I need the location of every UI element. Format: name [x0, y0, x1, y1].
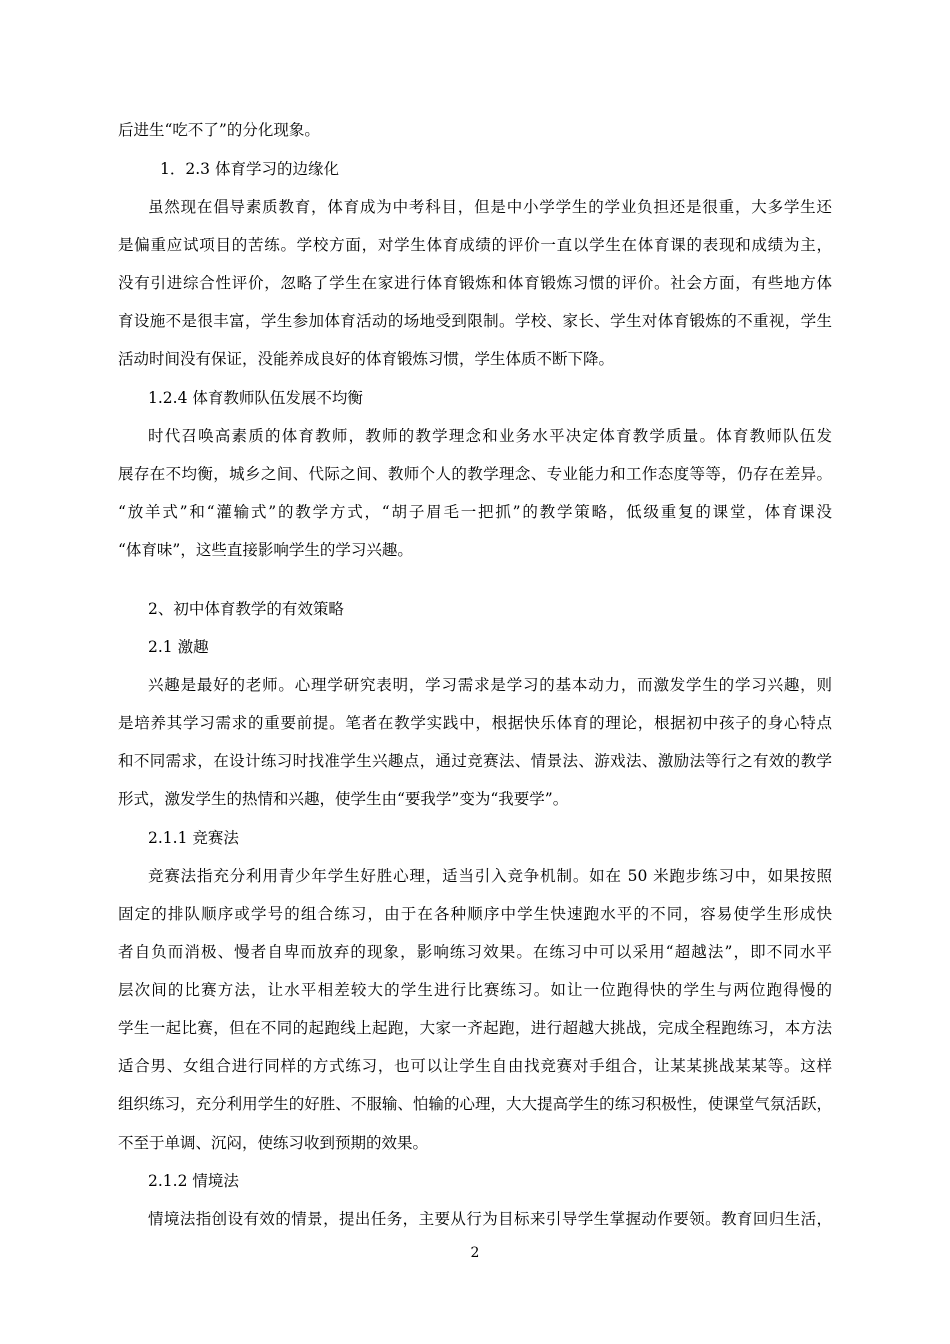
paragraph-line: 者自负而消极、慢者自卑而放弃的现象，影响练习效果。在练习中可以采用“超越法”，即不同水平 [118, 943, 832, 961]
paragraph-line: “体育味”，这些直接影响学生的学习兴趣。 [118, 541, 413, 559]
section-heading: 1．2.3 体育学习的边缘化 [160, 160, 339, 178]
paragraph-line: 适合男、女组合进行同样的方式练习，也可以让学生自由找竞赛对手组合，让某某挑战某某等。这样 [118, 1057, 832, 1075]
paragraph-line: 情境法指创设有效的情景，提出任务，主要从行为目标来引导学生掌握动作要领。教育回归生活， [148, 1210, 832, 1228]
paragraph-line: 不至于单调、沉闷，使练习收到预期的效果。 [118, 1134, 429, 1152]
paragraph-line: 形式，激发学生的热情和兴趣，使学生由“要我学”变为“我要学”。 [118, 790, 569, 808]
section-heading: 2.1 激趣 [148, 638, 209, 656]
paragraph-line: 展存在不均衡，城乡之间、代际之间、教师个人的教学理念、专业能力和工作态度等等，仍存在差异。 [118, 465, 832, 483]
paragraph-line: 育设施不是很丰富，学生参加体育活动的场地受到限制。学校、家长、学生对体育锻炼的不重视，学生 [118, 312, 832, 330]
paragraph-line: 组织练习，充分利用学生的好胜、不服输、怕输的心理，大大提高学生的练习积极性，使课堂气氛活跃， [118, 1095, 832, 1113]
section-heading: 2.1.1 竞赛法 [148, 829, 239, 847]
paragraph-line: 虽然现在倡导素质教育，体育成为中考科目，但是中小学学生的学业负担还是很重，大多学生还 [148, 198, 832, 216]
section-heading: 2.1.2 情境法 [148, 1172, 239, 1190]
page-number: 2 [470, 1245, 480, 1261]
paragraph-line: 层次间的比赛方法，让水平相差较大的学生进行比赛练习。如让一位跑得快的学生与两位跑得慢的 [118, 981, 832, 999]
paragraph-line: 没有引进综合性评价，忽略了学生在家进行体育锻炼和体育锻炼习惯的评价。社会方面，有些地方体 [118, 274, 832, 292]
section-heading: 1.2.4 体育教师队伍发展不均衡 [148, 389, 363, 407]
paragraph-line: 固定的排队顺序或学号的组合练习，由于在各种顺序中学生快速跑水平的不同，容易使学生形成快 [118, 905, 832, 923]
paragraph-line: 是培养其学习需求的重要前提。笔者在教学实践中，根据快乐体育的理论，根据初中孩子的身心特点 [118, 714, 832, 732]
paragraph-line: 时代召唤高素质的体育教师，教师的教学理念和业务水平决定体育教学质量。体育教师队伍发 [148, 427, 832, 445]
paragraph-line: 竞赛法指充分利用青少年学生好胜心理，适当引入竞争机制。如在 50 米跑步练习中，如果按照 [148, 867, 832, 885]
paragraph-line: 是偏重应试项目的苦练。学校方面，对学生体育成绩的评价一直以学生在体育课的表现和成绩为主， [118, 236, 832, 254]
paragraph-line: 兴趣是最好的老师。心理学研究表明，学习需求是学习的基本动力，而激发学生的学习兴趣，则 [148, 676, 832, 694]
paragraph-line: 活动时间没有保证，没能养成良好的体育锻炼习惯，学生体质不断下降。 [118, 350, 615, 368]
paragraph-line: 学生一起比赛，但在不同的起跑线上起跑，大家一齐起跑，进行超越大挑战，完成全程跑练习，本方法 [118, 1019, 832, 1037]
paragraph-line: “放羊式”和“灌输式”的教学方式，“胡子眉毛一把抓”的教学策略，低级重复的课堂，体育课没 [118, 503, 832, 521]
section-heading: 2、初中体育教学的有效策略 [148, 600, 344, 618]
paragraph-line: 后进生“吃不了”的分化现象。 [118, 121, 320, 139]
paragraph-line: 和不同需求，在设计练习时找准学生兴趣点，通过竞赛法、情景法、游戏法、激励法等行之有效的教学 [118, 752, 832, 770]
